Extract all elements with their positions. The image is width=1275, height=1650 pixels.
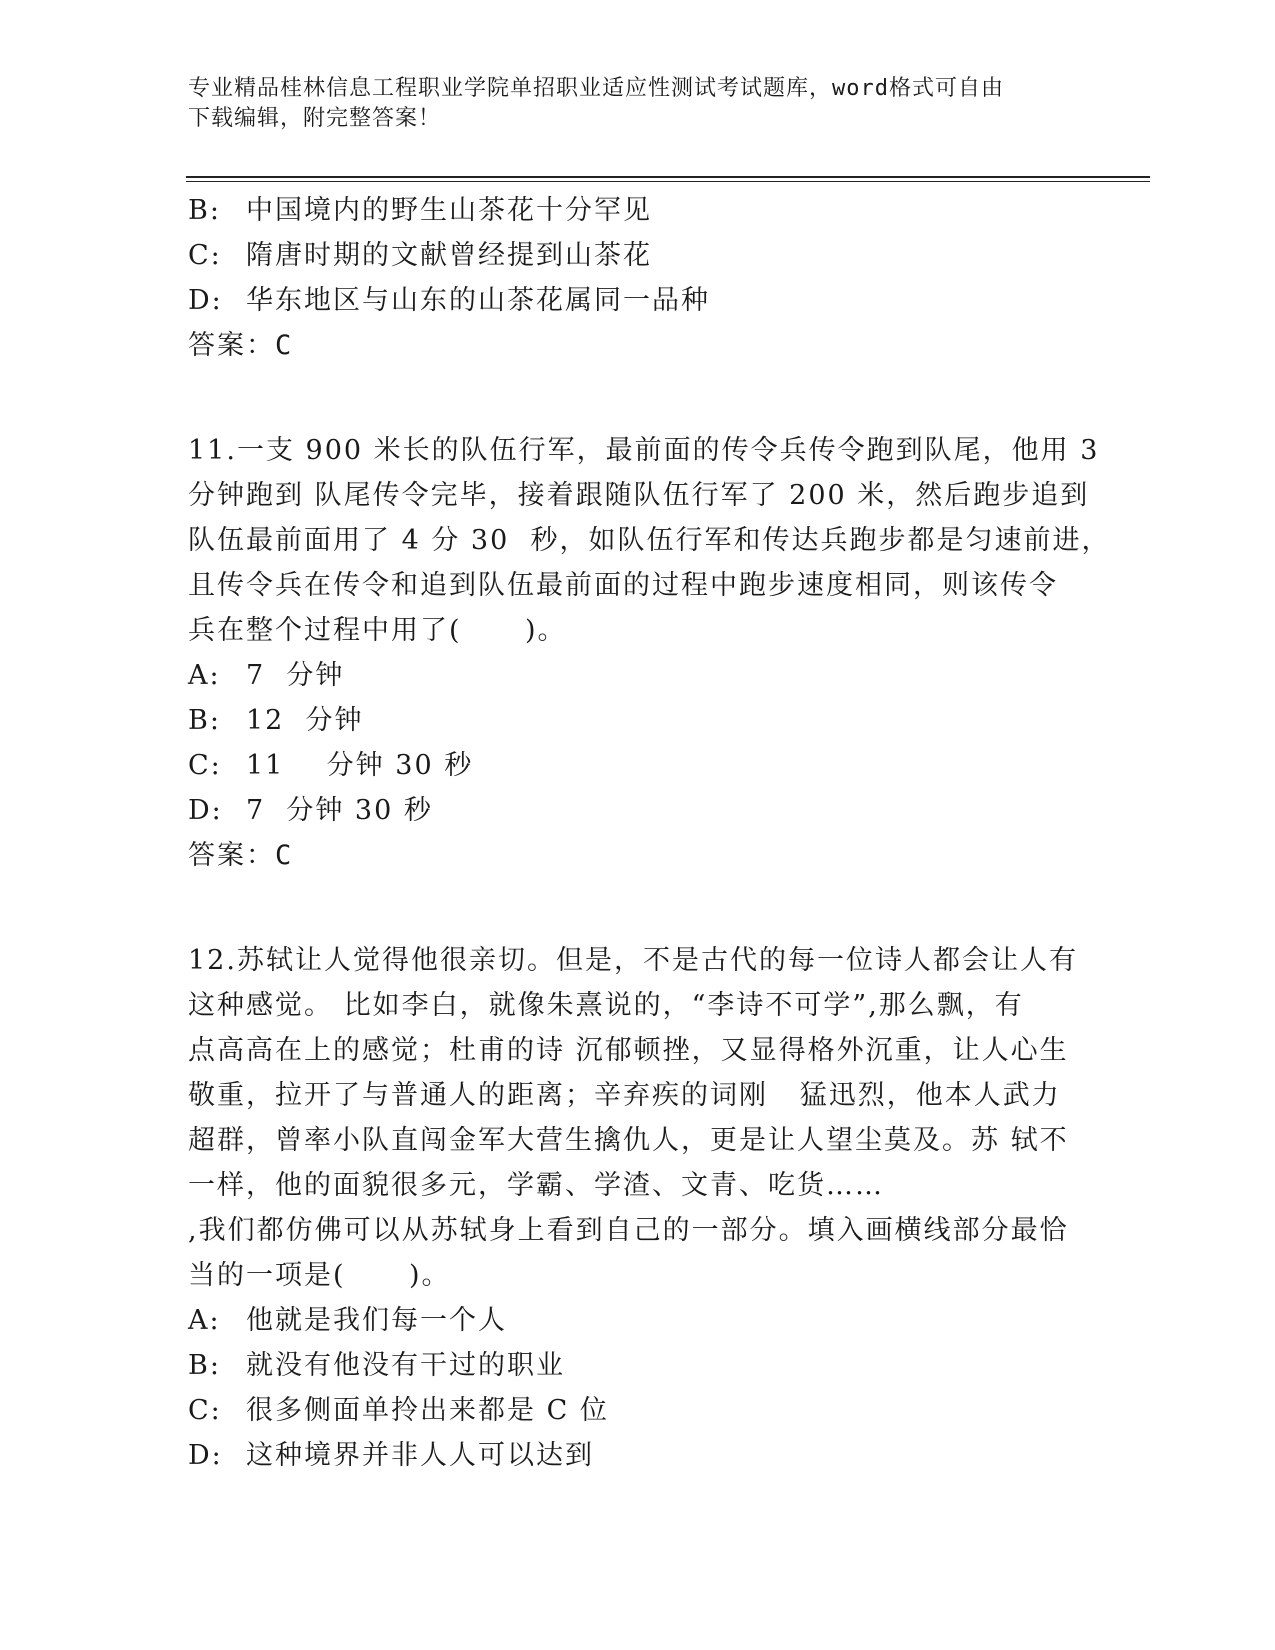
document-body: [188, 188, 1111, 1478]
header-line-2: 下载编辑，附完整答案！: [188, 106, 442, 131]
option-text: 华东地区与山东的山茶花属同一品种: [246, 285, 710, 316]
question-text-line: 敬重，拉开了与普通人的距离；辛弃疾的词刚 猛迅烈，他本人武力: [188, 1080, 1061, 1111]
option-text: 就没有他没有干过的职业: [246, 1350, 565, 1381]
option-letter: B:: [188, 195, 221, 226]
option-text: 12 分钟: [246, 705, 364, 736]
question-text-line: 兵在整个过程中用了( )。: [188, 615, 567, 646]
question-text-line: ,我们都仿佛可以从苏轼身上看到自己的一部分。填入画横线部分最恰: [188, 1215, 1069, 1246]
header-line-1: 专业精品桂林信息工程职业学院单招职业适应性测试考试题库，word格式可自由: [188, 76, 1004, 101]
option-d: [188, 1433, 1088, 1478]
header-divider-thin: [186, 181, 1150, 182]
option-d: [188, 278, 1088, 323]
option-letter: C:: [188, 1395, 222, 1426]
question-text-line: 超群，曾率小队直闯金军大营生擒仇人，更是让人望尘莫及。苏 轼不: [188, 1125, 1069, 1156]
option-b: [188, 188, 1088, 233]
question-text-line: 12.苏轼让人觉得他很亲切。但是，不是古代的每一位诗人都会让人有: [188, 945, 1078, 976]
option-text: 他就是我们每一个人: [246, 1305, 507, 1336]
question-text-line: 11.一支 900 米长的队伍行军，最前面的传令兵传令跑到队尾，他用 3: [188, 435, 1100, 466]
option-letter: D:: [188, 1440, 223, 1471]
spacer: [188, 368, 1088, 428]
option-text: 7 分钟 30 秒: [246, 795, 433, 826]
answer-line: 答案：C: [188, 330, 294, 361]
option-letter: D:: [188, 795, 223, 826]
option-letter: B:: [188, 705, 221, 736]
option-letter: C:: [188, 240, 222, 271]
question-text-line: 分钟跑到 队尾传令完毕，接着跟随队伍行军了 200 米，然后跑步追到: [188, 480, 1090, 511]
option-letter: C:: [188, 750, 222, 781]
option-text: 11 分钟 30 秒: [246, 750, 474, 781]
option-b: [188, 698, 1088, 743]
question-text-line: 点高高在上的感觉；杜甫的诗 沉郁顿挫，又显得格外沉重，让人心生: [188, 1035, 1069, 1066]
question-text-line: 队伍最前面用了 4 分 30 秒，如队伍行军和传达兵跑步都是匀速前进，: [188, 525, 1111, 556]
question-text-line: 这种感觉。 比如李白，就像朱熹说的，“李诗不可学”,那么飘，有: [188, 990, 1024, 1021]
option-a: [188, 653, 1088, 698]
question-10: [188, 188, 1088, 368]
option-c: [188, 743, 1088, 788]
option-text: 很多侧面单拎出来都是 C 位: [246, 1395, 609, 1426]
question-text-line: 且传令兵在传令和追到队伍最前面的过程中跑步速度相同，则该传令: [188, 570, 1058, 601]
option-text: 这种境界并非人人可以达到: [246, 1440, 594, 1471]
option-text: 7 分钟: [246, 660, 345, 691]
question-11: [188, 428, 1111, 878]
option-b: [188, 1343, 1088, 1388]
option-c: [188, 1388, 1088, 1433]
question-12: [188, 938, 1088, 1478]
option-letter: B:: [188, 1350, 221, 1381]
option-letter: A:: [188, 1305, 221, 1336]
option-c: [188, 233, 1088, 278]
option-a: [188, 1298, 1088, 1343]
option-letter: A:: [188, 660, 221, 691]
option-letter: D:: [188, 285, 223, 316]
question-text-line: 一样，他的面貌很多元，学霸、学渣、文青、吃货……: [188, 1170, 884, 1201]
spacer: [188, 878, 1088, 938]
document-header: [188, 74, 1088, 134]
answer-line: 答案：C: [188, 840, 294, 871]
question-text-line: 当的一项是( )。: [188, 1260, 451, 1291]
option-text: 隋唐时期的文献曾经提到山茶花: [246, 240, 652, 271]
option-d: [188, 788, 1088, 833]
option-text: 中国境内的野生山茶花十分罕见: [246, 195, 652, 226]
header-divider-thick: [186, 176, 1150, 178]
